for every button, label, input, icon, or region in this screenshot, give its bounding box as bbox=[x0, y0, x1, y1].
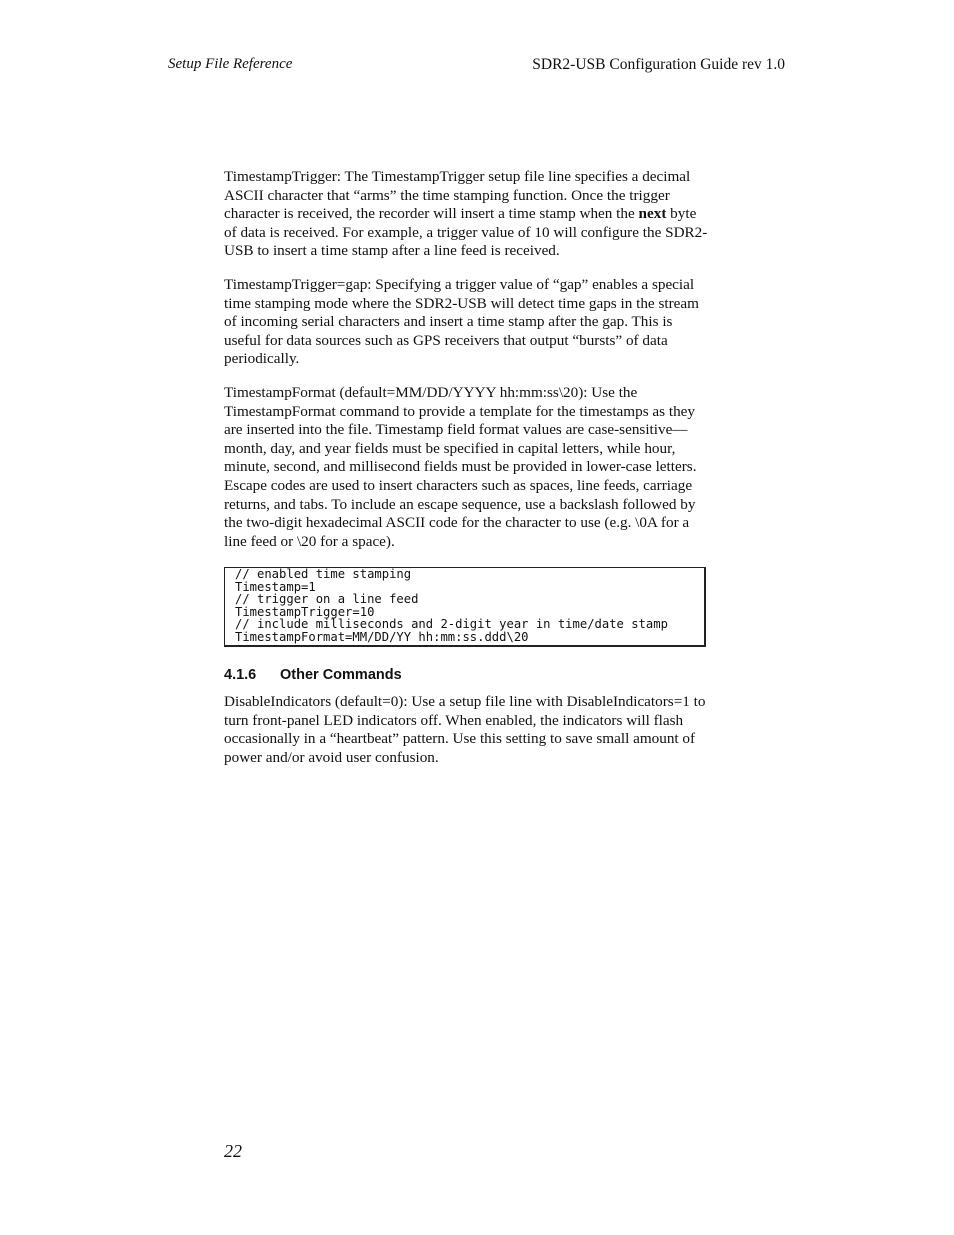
timestamp-format-paragraph: TimestampFormat (default=MM/DD/YYYY hh:mm:ss\20): Use the TimestampFormat command to provide a template for the timestamps as they are inserted into the file. Timestamp field format values are case-sensitive— month, day, and year fields must be specified in capital letters, while hour, minute, second, and millisecond fields must be provided in lower-case letters. Escape codes are used to insert characters such as spaces, line feeds, carriage returns, and tabs. To include an escape sequence, use a backslash followed by the two-digit hexadecimal ASCII code for the character to use (e.g. \0A for a line feed or \20 for a space). bbox=[224, 383, 697, 550]
code-line: // include milliseconds and 2-digit year in time/date stamp bbox=[235, 617, 668, 632]
code-example-box bbox=[224, 567, 706, 647]
section-number: 4.1.6 bbox=[224, 667, 257, 684]
emphasis-text: next bbox=[638, 205, 667, 223]
page-number: 22 bbox=[224, 1141, 242, 1161]
code-line: // enabled time stamping bbox=[235, 567, 412, 582]
paragraph-text: TimestampTrigger: The TimestampTrigger setup file line specifies a decimal ASCII character that “arms” the time stamping function. Once the trigger character is received, the recorder will insert a time stamp when the bbox=[224, 168, 691, 223]
page-content bbox=[224, 168, 708, 783]
code-line: Timestamp=1 bbox=[235, 579, 316, 594]
code-line: TimestampTrigger=10 bbox=[235, 604, 375, 619]
section-title: Other Commands bbox=[280, 667, 402, 684]
section-heading bbox=[224, 667, 708, 683]
running-header-title: SDR2-USB Configuration Guide rev 1.0 bbox=[532, 56, 785, 73]
running-header-section: Setup File Reference bbox=[168, 56, 293, 72]
timestamp-gap-paragraph: TimestampTrigger=gap: Specifying a trigger value of “gap” enables a special time stamping mode where the SDR2-USB will detect time gaps in the stream of incoming serial characters and insert a time stamp after the gap. This is useful for data sources such as GPS receivers that output “bursts” of data periodically. bbox=[224, 275, 699, 368]
code-line: // trigger on a line feed bbox=[235, 592, 419, 607]
timestamp-trigger-paragraph bbox=[224, 168, 708, 261]
disable-indicators-paragraph: DisableIndicators (default=0): Use a setup file line with DisableIndicators=1 to turn front-panel LED indicators off. When enabled, the indicators will flash occasionally in a “heartbeat” pattern. Use this setting to save small amount of power and/or avoid user confusion. bbox=[224, 693, 706, 767]
code-line: TimestampFormat=MM/DD/YY hh:mm:ss.ddd\20 bbox=[235, 629, 529, 644]
paragraph-text: byte of data is received. For example, a trigger value of 10 will configure the SDR2-USB to insert a time stamp after a line feed is received. bbox=[224, 205, 708, 260]
